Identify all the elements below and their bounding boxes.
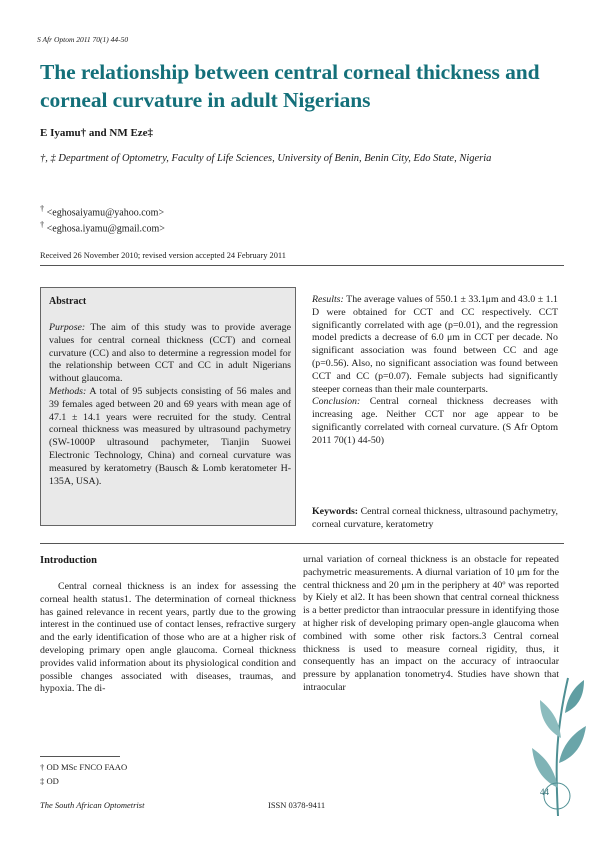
email-address[interactable]: <eghosa.iyamu@gmail.com> [46,223,165,235]
footnote-2: ‡ OD [40,776,59,786]
results-text: The average values of 550.1 ± 33.1μm and 43.0 ± 1.1 D were obtained for CCT and CC respectively. CCT significantly correlated with age (p=0.01), and the regression model predicts a decrease of 6.0 μm in CCT per decade. No significant association was found between CC and age (p=0.56). Also, no significant association was found between CCT and CC (p=0.07). Female subjects had significantly steeper corneas than their male counterparts. [312,294,558,395]
received-dates: Received 26 November 2010; revised version accepted 24 February 2011 [40,251,286,260]
footnote-1: † OD MSc FNCO FAAO [40,762,128,772]
introduction-left-column [40,581,296,696]
authors: E Iyamu† and NM Eze‡ [40,127,154,139]
email-2[interactable] [40,220,165,234]
introduction-right-column [303,554,559,695]
citation: (S Afr Optom 2011 70(1) 44-50) [312,421,559,446]
abstract-right-column [312,294,558,448]
email-mark: † [40,220,45,229]
article-title: The relationship between central corneal thickness and corneal curvature in adult Nigerians [40,60,540,112]
introduction-paragraph-1: Central corneal thickness is an index for assessing the corneal health status1. The determination of corneal thickness has gained relevance in recent years, partly due to the growing interest in the continued use of contact lenses, refractive surgery and the early identification of those who are at a higher risk of developing primary open angle glaucoma. Corneal thickness provides valid information about its physiological condition and possible changes associated with diseases, traumas, and hypoxia. The di- [40,581,296,695]
introduction-heading: Introduction [40,555,97,566]
footer-issn: ISSN 0378-9411 [268,800,326,810]
purpose-label: Purpose: [49,322,86,333]
divider [40,265,564,266]
email-address[interactable]: <eghosaiyamu@yahoo.com> [46,207,165,219]
keywords-text: Central corneal thickness, ultrasound pachymetry, corneal curvature, keratometry [312,506,558,530]
conclusion-label: Conclusion: [312,396,361,408]
introduction-paragraph-2: urnal variation of corneal thickness is an obstacle for repeated pachymetric measurements. A diurnal variation of 10 μm for the central thickness and 20 μm in the periphery at 40º was reported by Kiely et al2. It has been shown that central corneal thickness is a better predictor than intraocular pressure in identifying those at higher risk of developing primary open-angle glaucoma when combined with some other risk factors.3 Central corneal thickness is used to measure corneal rigidity, thus, it consequently has an impact on the accuracy of intraocular pressure by applanation tonometry4. Studies have shown that intraocular [303,554,559,693]
email-1[interactable] [40,204,164,218]
purpose-text: The aim of this study was to provide average values for central corneal thickness (CCT) and corneal curvature (CC) and also to determine a regression model for the relationship between CCT and CC in adult Nigerians without glaucoma. [49,322,292,385]
abstract-left-column [49,322,291,488]
page-number: 44 [540,787,549,797]
divider [40,543,564,544]
conclusion-text: Central corneal thickness decreases with increasing age. Neither CCT nor age appear to be significantly correlated with corneal curvature. [312,396,558,433]
methods-label: Methods: [49,385,87,397]
keywords [312,506,558,532]
keywords-label: Keywords: [312,506,359,517]
affiliation: †, ‡ Department of Optometry, Faculty of Life Sciences, University of Benin, Benin City, Edo State, Nigeria [40,153,492,164]
methods-text: A total of 95 subjects consisting of 56 males and 39 females aged between 20 and 69 years with mean age of 47.1 ± 14.1 years were recruited for the study. Central corneal thickness was measured by ultrasound pachymetry (SW-1000P ultrasound pachymeter, Tianjin Suowei Electronic Technology, China) and corneal curvature was measured by keratometry (Bausch & Lomb keratometer H-135A, USA). [49,385,291,487]
abstract-heading: Abstract [49,296,87,307]
journal-reference: S Afr Optom 2011 70(1) 44-50 [37,35,129,44]
leaf-ornament-icon [528,668,588,818]
results-label: Results: [312,294,344,305]
email-mark: † [40,204,45,213]
footnote-divider [40,756,120,757]
footer-journal-name: The South African Optometrist [40,800,145,810]
